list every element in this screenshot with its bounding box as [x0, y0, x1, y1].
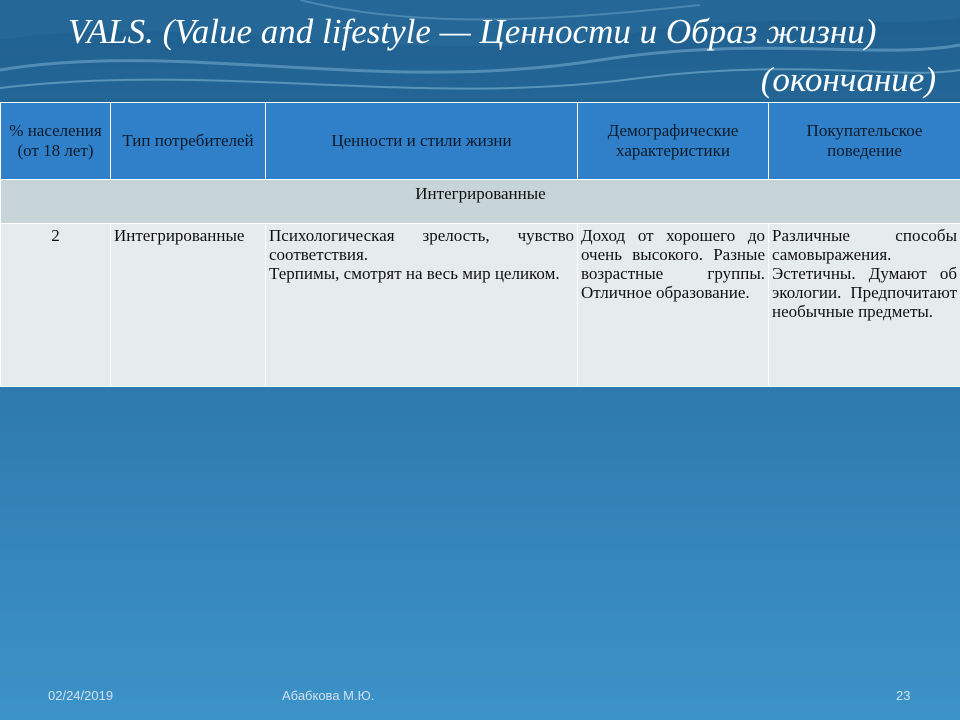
- values-paragraph-2: Терпимы, смотрят на весь мир целиком.: [269, 264, 560, 283]
- values-paragraph-1: Психологическая зрелость, чувство соответствия.: [269, 226, 574, 264]
- cell-buying-behavior: Различные способы самовыражения. Эстетичны. Думают об экологии. Предпочитают необычные предметы.: [769, 224, 960, 387]
- footer-page-number: 23: [896, 688, 911, 703]
- header-percent: % населения (от 18 лет): [1, 103, 111, 180]
- cell-demographics: Доход от хорошего до очень высокого. Разные возрастные группы. Отличное образование.: [578, 224, 769, 387]
- table-section-row: [1, 180, 960, 224]
- cell-percent: 2: [1, 224, 111, 387]
- slide-title-line1: VALS. (Value and lifestyle — Ценности и Образ жизни): [68, 12, 877, 51]
- header-buying-behavior: Покупательское поведение: [769, 103, 960, 180]
- table-row: [1, 224, 960, 387]
- vals-table: [0, 102, 960, 387]
- footer-author: Абабкова М.Ю.: [282, 688, 375, 703]
- table-header-row: [1, 103, 960, 180]
- header-consumer-type: Тип потребителей: [111, 103, 266, 180]
- slide-title-line2: (окончание): [760, 60, 936, 99]
- cell-consumer-type: Интегрированные: [111, 224, 266, 387]
- slide-title: [20, 8, 936, 104]
- cell-values-lifestyle: [266, 224, 578, 387]
- header-values-lifestyle: Ценности и стили жизни: [266, 103, 578, 180]
- header-demographics: Демографические характеристики: [578, 103, 769, 180]
- section-label: Интегрированные: [1, 180, 960, 224]
- footer-date: 02/24/2019: [48, 688, 114, 703]
